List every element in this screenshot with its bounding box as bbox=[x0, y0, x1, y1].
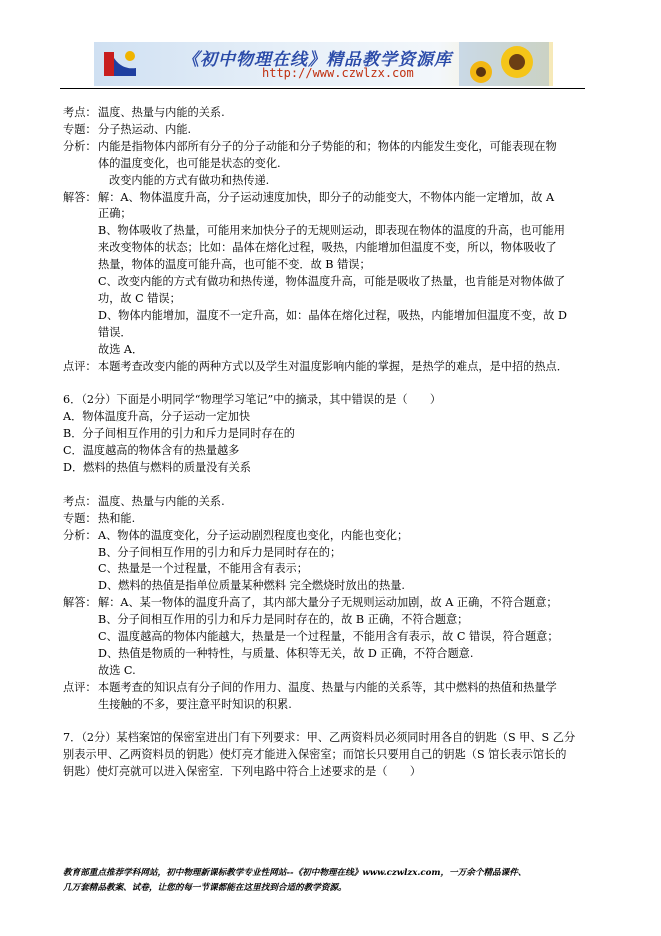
jieda-line: 故选 A． bbox=[98, 342, 144, 356]
fenxi-line: 内能是指物体内部所有分子的分子动能和分子势能的和；物体的内能发生变化，可能表现在物 bbox=[98, 139, 557, 153]
footer-line: 几万套精品教案、试卷，让您的每一节课都能在这里找到合适的教学资源。 bbox=[63, 883, 347, 893]
jieda-line: 来改变物体的状态；比如：晶体在熔化过程，吸热，内能增加但温度不变，所以，物体吸收了 bbox=[98, 241, 557, 255]
option-c: C．温度越高的物体含有的热量越多 bbox=[63, 444, 240, 458]
dianping-line: 本题考查的知识点有分子间的作用力、温度、热量与内能的关系等，其中燃料的热值和热量学 bbox=[98, 680, 557, 694]
jieda-line: 故选 C. bbox=[98, 663, 136, 677]
jieda-line: 解：A、物体温度升高，分子运动速度加快，即分子的动能变大，不物体内能一定增加，故 A bbox=[98, 190, 555, 204]
document-body bbox=[63, 105, 588, 781]
fenxi-label: 分析： bbox=[63, 528, 97, 542]
footer-line: 教育部重点推荐学科网站，初中物理新课标教学专业性网站--《初中物理在线》www.czwlzx.com，一万余个精品课件、 bbox=[63, 868, 527, 878]
jieda-line: D、物体内能增加，温度不一定升高，如：晶体在熔化过程，吸热，内能增加但温度不变，故 D bbox=[98, 308, 567, 322]
zhuanti-label: 专题： bbox=[63, 511, 97, 525]
jieda-line: B、物体吸收了热量，可能用来加快分子的无规则运动，即表现在物体的温度的升高，也可能用 bbox=[98, 224, 565, 238]
fenxi-row bbox=[63, 139, 588, 190]
fenxi-line: A、物体的温度变化，分子运动剧烈程度也变化，内能也变化； bbox=[98, 528, 409, 542]
kaodian-label: 考点： bbox=[63, 106, 97, 119]
jieda-line: 功，故 C 错误； bbox=[98, 291, 181, 305]
option-a: A．物体温度升高，分子运动一定加快 bbox=[63, 410, 251, 424]
kaodian-row bbox=[63, 494, 588, 511]
dianping-row bbox=[63, 680, 588, 714]
zhuanti-label: 专题： bbox=[63, 122, 97, 136]
kaodian-label: 考点： bbox=[63, 494, 97, 508]
sunflower-icon bbox=[459, 42, 549, 86]
dianping-row bbox=[63, 359, 588, 376]
jieda-line: 错误． bbox=[98, 325, 132, 339]
jieda-line: B、分子间相互作用的引力和斥力是同时存在的，故 B 正确，不符合题意； bbox=[98, 613, 469, 627]
page-footer bbox=[63, 866, 603, 896]
dianping-line: 生接触的不多，要注意平时知识的积累. bbox=[98, 697, 292, 711]
kaodian-text: 温度、热量与内能的关系. bbox=[98, 106, 225, 119]
kaodian-text: 温度、热量与内能的关系. bbox=[98, 494, 225, 508]
zhuanti-text: 分子热运动、内能. bbox=[98, 122, 192, 136]
kaodian-row bbox=[63, 105, 588, 122]
fenxi-row bbox=[63, 528, 588, 596]
fenxi-label: 分析： bbox=[63, 139, 97, 153]
dianping-text: 本题考查改变内能的两种方式以及学生对温度影响内能的掌握，是热学的难点，是中招的热点． bbox=[98, 359, 568, 373]
fenxi-line: B、分子间相互作用的引力和斥力是同时存在的； bbox=[98, 545, 342, 559]
site-logo-icon bbox=[100, 46, 140, 82]
jieda-line: 热量，物体的温度可能升高，也可能不变．故 B 错误； bbox=[98, 258, 371, 272]
jieda-line: 正确； bbox=[98, 207, 132, 221]
fenxi-line: 体的温度变化，也可能是状态的变化. bbox=[98, 156, 281, 170]
jieda-row bbox=[63, 595, 588, 680]
jieda-line: D、热值是物质的一种特性，与质量、体积等无关，故 D 正确，不符合题意. bbox=[98, 646, 474, 660]
zhuanti-row bbox=[63, 122, 588, 139]
dianping-label: 点评： bbox=[63, 680, 97, 694]
header-rule bbox=[60, 88, 585, 89]
question-stem-line: 7．（2分）某档案馆的保密室进出门有下列要求：甲、乙两资料员必须同时用各自的钥匙（S 甲、S 乙分 bbox=[63, 731, 576, 745]
zhuanti-text: 热和能. bbox=[98, 511, 136, 525]
dianping-label: 点评： bbox=[63, 359, 97, 373]
fenxi-line: D、燃料的热值是指单位质量某种燃料 完全燃烧时放出的热量. bbox=[98, 579, 405, 593]
jieda-row bbox=[63, 190, 588, 359]
option-d: D．燃料的热值与燃料的质量没有关系 bbox=[63, 461, 251, 475]
fenxi-line: C、热量是一个过程量，不能用含有表示； bbox=[98, 562, 308, 576]
question-stem: 6．（2分）下面是小明同学“物理学习笔记”中的摘录，其中错误的是（ ） bbox=[63, 393, 442, 407]
banner-url[interactable]: http://www.czwlzx.com bbox=[262, 66, 414, 80]
banner-title: 《初中物理在线》精品教学资源库 bbox=[182, 50, 452, 70]
fenxi-line: 改变内能的方式有做功和热传递. bbox=[109, 173, 270, 187]
header-banner bbox=[94, 42, 553, 86]
jieda-label: 解答： bbox=[63, 596, 97, 610]
question-stem-line: 别表示甲、乙两资料员的钥匙）使灯亮才能进入保密室；而馆长只要用自己的钥匙（S 馆长表示馆长的 bbox=[63, 748, 567, 762]
jieda-line: C、改变内能的方式有做功和热传递，物体温度升高，可能是吸收了热量，也肯能是对物体做了 bbox=[98, 275, 566, 289]
question-7 bbox=[63, 730, 588, 781]
zhuanti-row bbox=[63, 511, 588, 528]
question-stem-line: 钥匙）使灯亮就可以进入保密室．下列电路中符合上述要求的是（ ） bbox=[63, 765, 422, 779]
option-b: B．分子间相互作用的引力和斥力是同时存在的 bbox=[63, 427, 295, 441]
jieda-line: C、温度越高的物体内能越大，热量是一个过程量，不能用含有表示，故 C 错误，符合题意； bbox=[98, 630, 559, 644]
jieda-label: 解答： bbox=[63, 190, 97, 204]
question-6 bbox=[63, 392, 588, 477]
jieda-line: 解：A、某一物体的温度升高了，其内部大量分子无规则运动加剧，故 A 正确，不符合题意； bbox=[98, 596, 558, 610]
